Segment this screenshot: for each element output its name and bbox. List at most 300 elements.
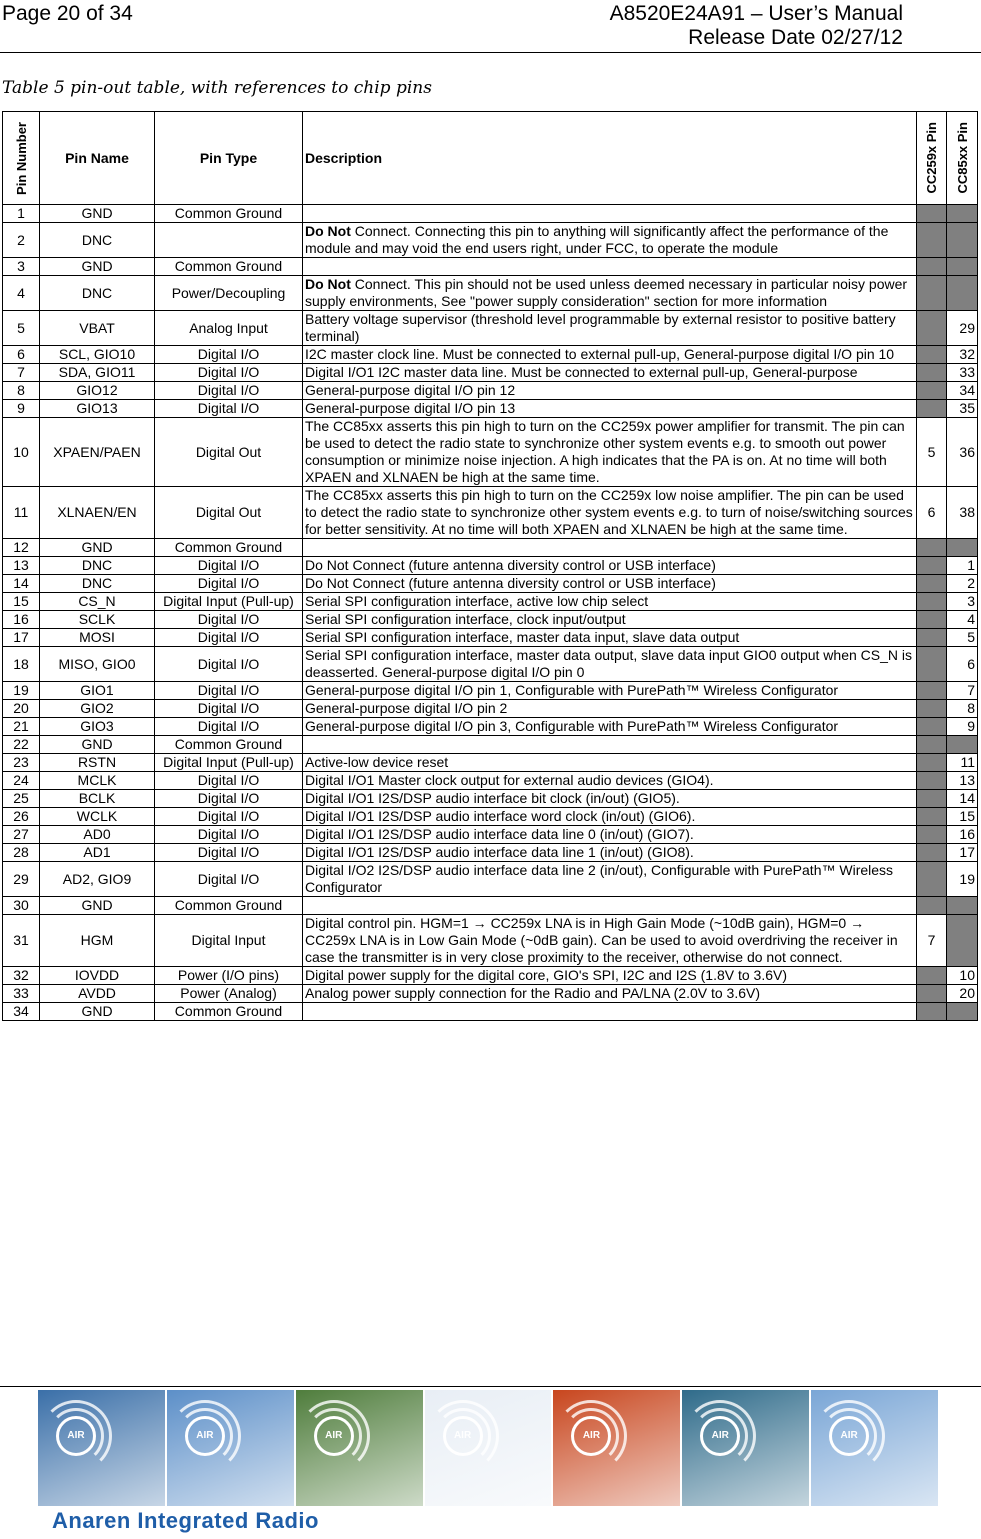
cc85xx-pin: 33: [947, 364, 978, 382]
cc85xx-pin: 35: [947, 400, 978, 418]
description-text: Digital control pin. HGM=1 → CC259x LNA is in High Gain Mode (~10dB gain), HGM=0 → CC259x LNA is in Low Gain Mode (~0dB gain). Can be used to avoid overdriving the receiver in case the transmitter is in very close proximity to the receiver, otherwise do not connect.: [305, 915, 898, 965]
cc259x-pin: [917, 772, 947, 790]
pin-number: 21: [3, 718, 40, 736]
pin-description: [303, 276, 917, 311]
pin-description: [303, 808, 917, 826]
pin-description: [303, 593, 917, 611]
cc85xx-pin: [947, 276, 978, 311]
table-row: [3, 611, 978, 629]
pin-name: VBAT: [40, 311, 155, 346]
table-row: [3, 790, 978, 808]
pin-number: 20: [3, 700, 40, 718]
pin-type: Digital I/O: [155, 629, 303, 647]
description-text: The CC85xx asserts this pin high to turn on the CC259x low noise amplifier. The pin can be used to detect the radio state to synchronize other system events e.g. to turn of noise/switching sources for better sensitivity. At no time will both XPAEN and XLNAEN be high at the same time.: [305, 487, 913, 537]
cc85xx-pin: 34: [947, 382, 978, 400]
pin-description: [303, 682, 917, 700]
cc259x-pin: [917, 718, 947, 736]
pin-number: 24: [3, 772, 40, 790]
banner-photo: [553, 1390, 680, 1506]
cc85xx-pin: 11: [947, 754, 978, 772]
cc85xx-pin: 19: [947, 862, 978, 897]
cc85xx-pin: 15: [947, 808, 978, 826]
pin-type: Power (I/O pins): [155, 967, 303, 985]
pin-description: [303, 364, 917, 382]
pin-name: RSTN: [40, 754, 155, 772]
cc259x-pin: [917, 826, 947, 844]
footer-divider: [0, 1386, 981, 1387]
pin-description: [303, 205, 917, 223]
pin-description: [303, 629, 917, 647]
table-row: [3, 844, 978, 862]
cc259x-pin: [917, 754, 947, 772]
signal-wave-icon: [427, 1400, 499, 1472]
pin-number: 12: [3, 539, 40, 557]
table-row: [3, 897, 978, 915]
cc259x-pin: [917, 557, 947, 575]
page-header: [0, 0, 981, 53]
description-text: General-purpose digital I/O pin 3, Configurable with PurePath™ Wireless Configurator: [305, 718, 839, 734]
pin-type: Digital I/O: [155, 647, 303, 682]
description-text: Serial SPI configuration interface, master data input, slave data output: [305, 629, 740, 645]
pin-description: [303, 611, 917, 629]
pin-type: Digital Input: [155, 915, 303, 967]
table-row: [3, 223, 978, 258]
pin-type: Digital I/O: [155, 364, 303, 382]
cc85xx-pin: 20: [947, 985, 978, 1003]
pin-name: AD0: [40, 826, 155, 844]
table-row: [3, 754, 978, 772]
pin-name: GIO2: [40, 700, 155, 718]
cc259x-pin: [917, 790, 947, 808]
cc85xx-pin: [947, 258, 978, 276]
pin-type: Digital Input (Pull-up): [155, 593, 303, 611]
cc85xx-pin: 32: [947, 346, 978, 364]
pin-number: 16: [3, 611, 40, 629]
table-row: [3, 400, 978, 418]
description-text: Digital I/O2 I2S/DSP audio interface data line 2 (in/out), Configurable with PurePath™ Wireless Configurator: [305, 862, 894, 895]
cc259x-pin: [917, 844, 947, 862]
cc259x-pin: [917, 593, 947, 611]
cc259x-pin: [917, 967, 947, 985]
cc259x-pin: [917, 382, 947, 400]
pinout-table: [2, 111, 978, 1021]
air-badge-icon: AIR: [443, 1416, 483, 1456]
pin-description: [303, 897, 917, 915]
header-pin-number: Pin Number: [3, 112, 40, 205]
pin-type: Digital I/O: [155, 718, 303, 736]
table-row: [3, 700, 978, 718]
cc85xx-pin: 2: [947, 575, 978, 593]
cc259x-pin: [917, 539, 947, 557]
cc85xx-pin: 13: [947, 772, 978, 790]
description-text: Digital I/O1 I2S/DSP audio interface bit clock (in/out) (GIO5).: [305, 790, 680, 806]
doc-title: A8520E24A91 – User’s Manual: [609, 2, 903, 25]
pin-name: MCLK: [40, 772, 155, 790]
pin-type: Digital I/O: [155, 557, 303, 575]
pin-name: GIO12: [40, 382, 155, 400]
pin-number: 2: [3, 223, 40, 258]
description-text: General-purpose digital I/O pin 12: [305, 382, 516, 398]
signal-wave-icon: [555, 1400, 627, 1472]
pin-type: Digital I/O: [155, 346, 303, 364]
pin-description: [303, 539, 917, 557]
pin-type: Digital I/O: [155, 844, 303, 862]
pin-name: GIO3: [40, 718, 155, 736]
cc259x-pin: [917, 276, 947, 311]
cc85xx-pin: [947, 205, 978, 223]
pin-name: MISO, GIO0: [40, 647, 155, 682]
pin-number: 27: [3, 826, 40, 844]
pin-name: GND: [40, 1003, 155, 1021]
pin-description: [303, 418, 917, 487]
pin-number: 26: [3, 808, 40, 826]
pin-type: Common Ground: [155, 1003, 303, 1021]
pin-type: Digital I/O: [155, 575, 303, 593]
cc259x-pin: [917, 985, 947, 1003]
cc259x-pin: [917, 400, 947, 418]
cc259x-pin: [917, 575, 947, 593]
cc85xx-pin: 5: [947, 629, 978, 647]
pin-description: [303, 915, 917, 967]
description-text: Digital I/O1 I2S/DSP audio interface word clock (in/out) (GIO6).: [305, 808, 696, 824]
pin-name: SCLK: [40, 611, 155, 629]
cc85xx-pin: 3: [947, 593, 978, 611]
cc85xx-pin: 29: [947, 311, 978, 346]
description-text: Do Not Connect (future antenna diversity control or USB interface): [305, 557, 716, 573]
table-row: [3, 985, 978, 1003]
pin-description: [303, 575, 917, 593]
pin-type: Digital I/O: [155, 400, 303, 418]
description-text: Digital I/O1 I2S/DSP audio interface data line 1 (in/out) (GIO8).: [305, 844, 694, 860]
table-row: [3, 647, 978, 682]
table-row: [3, 539, 978, 557]
table-row: [3, 736, 978, 754]
pin-type: Digital I/O: [155, 682, 303, 700]
pin-description: [303, 487, 917, 539]
cc259x-pin: [917, 258, 947, 276]
pin-name: DNC: [40, 276, 155, 311]
pin-number: 34: [3, 1003, 40, 1021]
cc85xx-pin: 9: [947, 718, 978, 736]
description-text: Digital power supply for the digital core, GIO's SPI, I2C and I2S (1.8V to 3.6V): [305, 967, 788, 983]
description-text: Analog power supply connection for the Radio and PA/LNA (2.0V to 3.6V): [305, 985, 761, 1001]
pin-description: [303, 844, 917, 862]
pin-number: 23: [3, 754, 40, 772]
pin-type: Digital I/O: [155, 790, 303, 808]
pin-description: [303, 557, 917, 575]
pin-description: [303, 718, 917, 736]
pin-description: [303, 700, 917, 718]
table-row: [3, 575, 978, 593]
release-date: Release Date 02/27/12: [688, 26, 903, 49]
description-text: General-purpose digital I/O pin 2: [305, 700, 508, 716]
pin-name: SDA, GIO11: [40, 364, 155, 382]
pin-number: 32: [3, 967, 40, 985]
air-badge-icon: AIR: [314, 1416, 354, 1456]
table-row: [3, 311, 978, 346]
pin-description: [303, 754, 917, 772]
pin-type: [155, 223, 303, 258]
pin-name: GND: [40, 205, 155, 223]
pin-number: 22: [3, 736, 40, 754]
cc85xx-pin: [947, 539, 978, 557]
description-text: Digital I/O1 I2C master data line. Must be connected to external pull-up, General-purpose: [305, 364, 858, 380]
cc85xx-pin: 38: [947, 487, 978, 539]
signal-wave-icon: [40, 1400, 112, 1472]
pin-type: Analog Input: [155, 311, 303, 346]
table-row: [3, 718, 978, 736]
table-row: [3, 382, 978, 400]
cc85xx-pin: [947, 897, 978, 915]
table-body: [3, 205, 978, 1021]
description-text: I2C master clock line. Must be connected to external pull-up, General-purpose digital I/O pin 10: [305, 346, 895, 362]
cc85xx-pin: 6: [947, 647, 978, 682]
page-number: Page 20 of 34: [2, 2, 133, 25]
cc259x-pin: [917, 808, 947, 826]
pin-number: 10: [3, 418, 40, 487]
pin-type: Common Ground: [155, 205, 303, 223]
pin-name: GND: [40, 539, 155, 557]
pin-description: [303, 736, 917, 754]
pin-number: 30: [3, 897, 40, 915]
description-text: Digital I/O1 I2S/DSP audio interface data line 0 (in/out) (GIO7).: [305, 826, 694, 842]
table-row: [3, 629, 978, 647]
cc259x-pin: 5: [917, 418, 947, 487]
description-text: Connect. Connecting this pin to anything will significantly affect the performance of the module and may void the end users right, under FCC, to operate the module: [305, 223, 889, 256]
pin-description: [303, 382, 917, 400]
pin-name: GIO1: [40, 682, 155, 700]
description-text: General-purpose digital I/O pin 1, Configurable with PurePath™ Wireless Configurator: [305, 682, 839, 698]
description-text: Battery voltage supervisor (threshold level programmable by external resistor to positive battery terminal): [305, 311, 896, 344]
banner-photo: [296, 1390, 423, 1506]
pin-name: XLNAEN/EN: [40, 487, 155, 539]
pin-number: 31: [3, 915, 40, 967]
table-row: [3, 205, 978, 223]
pin-type: Digital Out: [155, 418, 303, 487]
air-badge-icon: AIR: [56, 1416, 96, 1456]
pin-description: [303, 223, 917, 258]
pin-description: [303, 258, 917, 276]
cc259x-pin: [917, 364, 947, 382]
pin-name: HGM: [40, 915, 155, 967]
pin-type: Digital I/O: [155, 772, 303, 790]
pin-description: [303, 772, 917, 790]
pin-number: 33: [3, 985, 40, 1003]
description-text: Serial SPI configuration interface, active low chip select: [305, 593, 649, 609]
cc85xx-pin: 10: [947, 967, 978, 985]
cc85xx-pin: [947, 915, 978, 967]
cc259x-pin: 6: [917, 487, 947, 539]
cc259x-pin: [917, 647, 947, 682]
cc85xx-pin: 8: [947, 700, 978, 718]
table-row: [3, 593, 978, 611]
pin-name: DNC: [40, 223, 155, 258]
banner-photo: [425, 1390, 552, 1506]
description-text: Connect. This pin should not be used unless deemed necessary in particular noisy power supply environments, See "power supply consideration" section for more information: [305, 276, 908, 309]
cc259x-pin: [917, 736, 947, 754]
cc259x-pin: [917, 611, 947, 629]
pin-number: 14: [3, 575, 40, 593]
header-description: Description: [303, 112, 917, 205]
pin-name: AD1: [40, 844, 155, 862]
table-row: [3, 487, 978, 539]
table-row: [3, 915, 978, 967]
table-row: [3, 772, 978, 790]
cc259x-pin: [917, 346, 947, 364]
pin-type: Power (Analog): [155, 985, 303, 1003]
cc85xx-pin: 1: [947, 557, 978, 575]
banner-photo: [38, 1390, 165, 1506]
pin-description: [303, 400, 917, 418]
table-row: [3, 346, 978, 364]
pin-name: BCLK: [40, 790, 155, 808]
pin-number: 1: [3, 205, 40, 223]
cc259x-pin: [917, 862, 947, 897]
pin-type: Digital I/O: [155, 808, 303, 826]
pin-number: 9: [3, 400, 40, 418]
cc259x-pin: [917, 629, 947, 647]
doc-title-block: [610, 2, 903, 50]
cc85xx-pin: 16: [947, 826, 978, 844]
pin-number: 19: [3, 682, 40, 700]
pin-name: SCL, GIO10: [40, 346, 155, 364]
pin-description: [303, 647, 917, 682]
description-text: Serial SPI configuration interface, clock input/output: [305, 611, 626, 627]
signal-wave-icon: [813, 1400, 885, 1472]
pin-number: 3: [3, 258, 40, 276]
air-badge-icon: AIR: [185, 1416, 225, 1456]
table-row: [3, 258, 978, 276]
pin-description: [303, 862, 917, 897]
table-row: [3, 1003, 978, 1021]
pin-type: Digital I/O: [155, 700, 303, 718]
cc85xx-pin: 36: [947, 418, 978, 487]
cc259x-pin: [917, 311, 947, 346]
table-row: [3, 826, 978, 844]
cc259x-pin: [917, 1003, 947, 1021]
brand-name: Anaren Integrated Radio: [52, 1508, 319, 1533]
pin-type: Digital Input (Pull-up): [155, 754, 303, 772]
pin-name: IOVDD: [40, 967, 155, 985]
pin-description: [303, 1003, 917, 1021]
pin-name: AD2, GIO9: [40, 862, 155, 897]
table-row: [3, 967, 978, 985]
pin-number: 7: [3, 364, 40, 382]
table-row: [3, 682, 978, 700]
pin-type: Digital I/O: [155, 862, 303, 897]
pin-type: Digital I/O: [155, 611, 303, 629]
table-row: [3, 364, 978, 382]
description-text: Active-low device reset: [305, 754, 449, 770]
cc259x-pin: [917, 700, 947, 718]
pin-number: 6: [3, 346, 40, 364]
pin-type: Common Ground: [155, 897, 303, 915]
table-row: [3, 862, 978, 897]
description-emphasis: Do Not: [305, 223, 351, 239]
pin-number: 25: [3, 790, 40, 808]
pin-name: GIO13: [40, 400, 155, 418]
pin-name: MOSI: [40, 629, 155, 647]
cc85xx-pin: [947, 736, 978, 754]
pin-description: [303, 790, 917, 808]
pin-name: WCLK: [40, 808, 155, 826]
header-pin-name: Pin Name: [40, 112, 155, 205]
air-badge-icon: AIR: [700, 1416, 740, 1456]
description-text: General-purpose digital I/O pin 13: [305, 400, 516, 416]
pin-description: [303, 826, 917, 844]
pin-number: 13: [3, 557, 40, 575]
air-badge-icon: AIR: [829, 1416, 869, 1456]
pin-description: [303, 346, 917, 364]
banner-photo: [811, 1390, 938, 1506]
description-text: Do Not Connect (future antenna diversity control or USB interface): [305, 575, 716, 591]
pin-name: XPAEN/PAEN: [40, 418, 155, 487]
pin-name: GND: [40, 258, 155, 276]
table-row: [3, 418, 978, 487]
cc259x-pin: [917, 205, 947, 223]
pin-description: [303, 985, 917, 1003]
pin-name: CS_N: [40, 593, 155, 611]
pin-description: [303, 311, 917, 346]
pin-number: 5: [3, 311, 40, 346]
pin-number: 4: [3, 276, 40, 311]
pin-type: Digital I/O: [155, 826, 303, 844]
cc259x-pin: [917, 223, 947, 258]
footer-banner: [38, 1390, 938, 1506]
cc259x-pin: [917, 897, 947, 915]
cc85xx-pin: 14: [947, 790, 978, 808]
pin-type: Common Ground: [155, 539, 303, 557]
air-badge-icon: AIR: [571, 1416, 611, 1456]
table-caption: Table 5 pin-out table, with references to chip pins: [2, 78, 432, 98]
table-row: [3, 557, 978, 575]
table-header-row: [3, 112, 978, 205]
cc85xx-pin: 4: [947, 611, 978, 629]
pin-number: 28: [3, 844, 40, 862]
pin-type: Common Ground: [155, 258, 303, 276]
description-text: Serial SPI configuration interface, master data output, slave data input GIO0 output when CS_N is deasserted. General-purpose digital I/O pin 0: [305, 647, 913, 680]
cc259x-pin: 7: [917, 915, 947, 967]
signal-wave-icon: [298, 1400, 370, 1472]
table-row: [3, 276, 978, 311]
table-row: [3, 808, 978, 826]
pin-name: DNC: [40, 557, 155, 575]
pin-number: 17: [3, 629, 40, 647]
description-text: The CC85xx asserts this pin high to turn on the CC259x power amplifier for transmit. The pin can be used to detect the radio state to synchronize other system events e.g. to smooth out power consumption or minimize noise injection. A high indicates that the PA is on. At no time will both XPAEN and XLNAEN be high at the same time.: [305, 418, 905, 485]
signal-wave-icon: [169, 1400, 241, 1472]
header-pin-type: Pin Type: [155, 112, 303, 205]
pin-name: GND: [40, 736, 155, 754]
banner-photo: [167, 1390, 294, 1506]
description-emphasis: Do Not: [305, 276, 351, 292]
pin-number: 29: [3, 862, 40, 897]
pin-name: AVDD: [40, 985, 155, 1003]
pin-name: DNC: [40, 575, 155, 593]
pin-number: 11: [3, 487, 40, 539]
header-cc85xx: CC85xx Pin: [947, 112, 978, 205]
cc259x-pin: [917, 682, 947, 700]
header-cc259x: CC259x Pin: [917, 112, 947, 205]
pin-type: Digital I/O: [155, 382, 303, 400]
cc85xx-pin: [947, 1003, 978, 1021]
pin-number: 8: [3, 382, 40, 400]
pin-name: GND: [40, 897, 155, 915]
description-text: Digital I/O1 Master clock output for external audio devices (GIO4).: [305, 772, 714, 788]
pin-number: 18: [3, 647, 40, 682]
signal-wave-icon: [684, 1400, 756, 1472]
cc85xx-pin: 17: [947, 844, 978, 862]
pin-description: [303, 967, 917, 985]
